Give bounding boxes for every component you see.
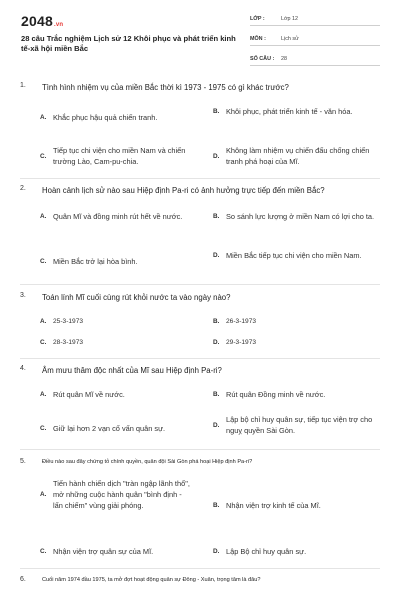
answer-option-4b[interactable]	[213, 389, 383, 400]
question-number: 3.	[20, 292, 26, 299]
option-text: Tiếp tục chi viện cho miền Nam và chiến trường Lào, Cam-pu-chia.	[53, 146, 186, 166]
option-letter: B.	[213, 502, 220, 509]
meta-label: LỚP :	[250, 16, 265, 22]
site-logo[interactable]	[21, 13, 63, 29]
option-letter: B.	[213, 108, 220, 115]
option-text: Giữ lại hơn 2 vạn cố vấn quân sự.	[53, 424, 166, 433]
question-divider	[20, 568, 380, 569]
option-letter: D.	[213, 252, 220, 259]
question-1	[0, 82, 400, 93]
logo-suffix: .vn	[53, 22, 64, 28]
question-text: Cuối năm 1974 đầu 1975, ta mở đợt hoạt động quân sự Đông - Xuân, trọng tâm là đâu?	[42, 577, 261, 583]
option-letter: C.	[40, 339, 47, 346]
answer-option-3c[interactable]	[40, 337, 210, 348]
answer-option-1b[interactable]	[213, 106, 383, 117]
question-number: 6.	[20, 576, 26, 583]
meta-value: Lớp 12	[281, 16, 299, 22]
option-letter: A.	[40, 318, 47, 325]
answer-option-4a[interactable]	[40, 389, 210, 400]
answer-option-4c[interactable]	[40, 423, 210, 434]
meta-value: Lịch sử	[281, 36, 299, 42]
meta-row-subject	[250, 34, 380, 46]
answer-option-1c[interactable]	[40, 145, 210, 167]
answer-option-4d[interactable]	[213, 414, 383, 436]
option-text: 28-3-1973	[53, 339, 84, 346]
meta-row-count	[250, 54, 380, 66]
option-text: Nhận viện trợ kinh tế của Mĩ.	[226, 501, 321, 510]
answer-option-5b[interactable]	[213, 500, 383, 511]
option-text: 29-3-1973	[226, 339, 257, 346]
question-text: Tình hình nhiệm vụ của miền Bắc thời kì 1973 - 1975 có gì khác trước?	[42, 83, 289, 92]
option-text: Lập bộ chỉ huy quân sự, tiếp tục viện trợ cho nguỵ quyền Sài Gòn.	[226, 415, 373, 435]
logo-text: 2048	[21, 13, 53, 29]
question-5	[0, 458, 400, 467]
question-number: 1.	[20, 82, 26, 89]
option-text: Khôi phục, phát triển kinh tế - văn hóa.	[226, 107, 353, 116]
option-letter: D.	[213, 152, 220, 160]
option-letter: C.	[40, 152, 47, 160]
question-3	[0, 292, 400, 303]
option-letter: D.	[213, 421, 220, 429]
question-text: Toán lính Mĩ cuối cùng rút khỏi nước ta vào ngày nào?	[42, 293, 231, 302]
option-text: 25-3-1973	[53, 318, 84, 325]
option-text: 26-3-1973	[226, 318, 257, 325]
question-number: 2.	[20, 185, 26, 192]
question-text: Hoàn cảnh lịch sử nào sau Hiệp định Pa-ri có ảnh hưởng trực tiếp đến miền Bắc?	[42, 186, 325, 195]
answer-option-5c[interactable]	[40, 546, 210, 557]
answer-option-1a[interactable]	[40, 112, 210, 123]
question-divider	[20, 178, 380, 179]
option-letter: D.	[213, 339, 220, 346]
option-text: Lập Bộ chỉ huy quân sự.	[226, 547, 307, 556]
option-letter: D.	[213, 548, 220, 555]
question-divider	[20, 358, 380, 359]
question-divider	[20, 284, 380, 285]
page-header	[0, 0, 400, 70]
option-letter: A.	[40, 491, 47, 498]
meta-label: MÔN :	[250, 36, 266, 42]
question-number: 4.	[20, 365, 26, 372]
answer-option-2b[interactable]	[213, 211, 383, 222]
answer-option-1d[interactable]	[213, 145, 383, 167]
question-text: Âm mưu thâm độc nhất của Mĩ sau Hiệp định Pa-ri?	[42, 366, 222, 375]
option-letter: A.	[40, 114, 47, 121]
option-letter: B.	[213, 391, 220, 398]
answer-option-5d[interactable]	[213, 546, 383, 557]
option-text: So sánh lực lượng ở miền Nam có lợi cho ta.	[226, 212, 375, 221]
meta-label: SỐ CÂU :	[250, 56, 275, 62]
quiz-title: 28 câu Trắc nghiệm Lịch sử 12 Khôi phục và phát triển kinh tế-xã hội miền Bắc	[21, 34, 236, 53]
option-letter: B.	[213, 318, 220, 325]
option-text: Nhận viện trợ quân sự của Mĩ.	[53, 547, 154, 556]
answer-option-3d[interactable]	[213, 337, 383, 348]
option-text: Quân Mĩ và đồng minh rút hết về nước.	[53, 212, 183, 221]
option-text: Miền Bắc tiếp tục chi viện cho miền Nam.	[226, 251, 362, 260]
option-letter: C.	[40, 548, 47, 555]
option-letter: C.	[40, 425, 47, 432]
answer-option-2c[interactable]	[40, 256, 210, 267]
question-divider	[20, 449, 380, 450]
answer-option-2d[interactable]	[213, 250, 383, 261]
question-2	[0, 185, 400, 196]
answer-option-5a[interactable]	[40, 478, 210, 511]
question-4	[0, 365, 400, 376]
option-text: Miền Bắc trở lại hòa bình.	[53, 257, 138, 266]
meta-value: 28	[281, 56, 287, 62]
question-number: 5.	[20, 458, 26, 465]
answer-option-2a[interactable]	[40, 211, 210, 222]
answer-option-3b[interactable]	[213, 316, 383, 327]
option-text: Rút quân Mĩ về nước.	[53, 390, 125, 399]
option-text: Không làm nhiệm vụ chiến đấu chống chiến tranh phá hoại của Mĩ.	[226, 146, 370, 166]
option-text: Khắc phục hậu quả chiến tranh.	[53, 113, 158, 122]
option-text: Tiến hành chiến dịch "tràn ngập lãnh thổ", mở những cuộc hành quân "bình định - lấn chiếm" vùng giải phóng.	[53, 479, 190, 510]
option-letter: C.	[40, 258, 47, 265]
question-text: Điều nào sau đây chứng tỏ chính quyền, quân đội Sài Gòn phá hoại Hiệp định Pa-ri?	[42, 459, 253, 465]
meta-row-class	[250, 14, 380, 26]
answer-option-3a[interactable]	[40, 316, 210, 327]
option-letter: A.	[40, 391, 47, 398]
question-6	[0, 576, 400, 585]
option-letter: A.	[40, 213, 47, 220]
quiz-meta	[250, 14, 380, 74]
option-letter: B.	[213, 213, 220, 220]
option-text: Rút quân Đồng minh về nước.	[226, 390, 326, 399]
